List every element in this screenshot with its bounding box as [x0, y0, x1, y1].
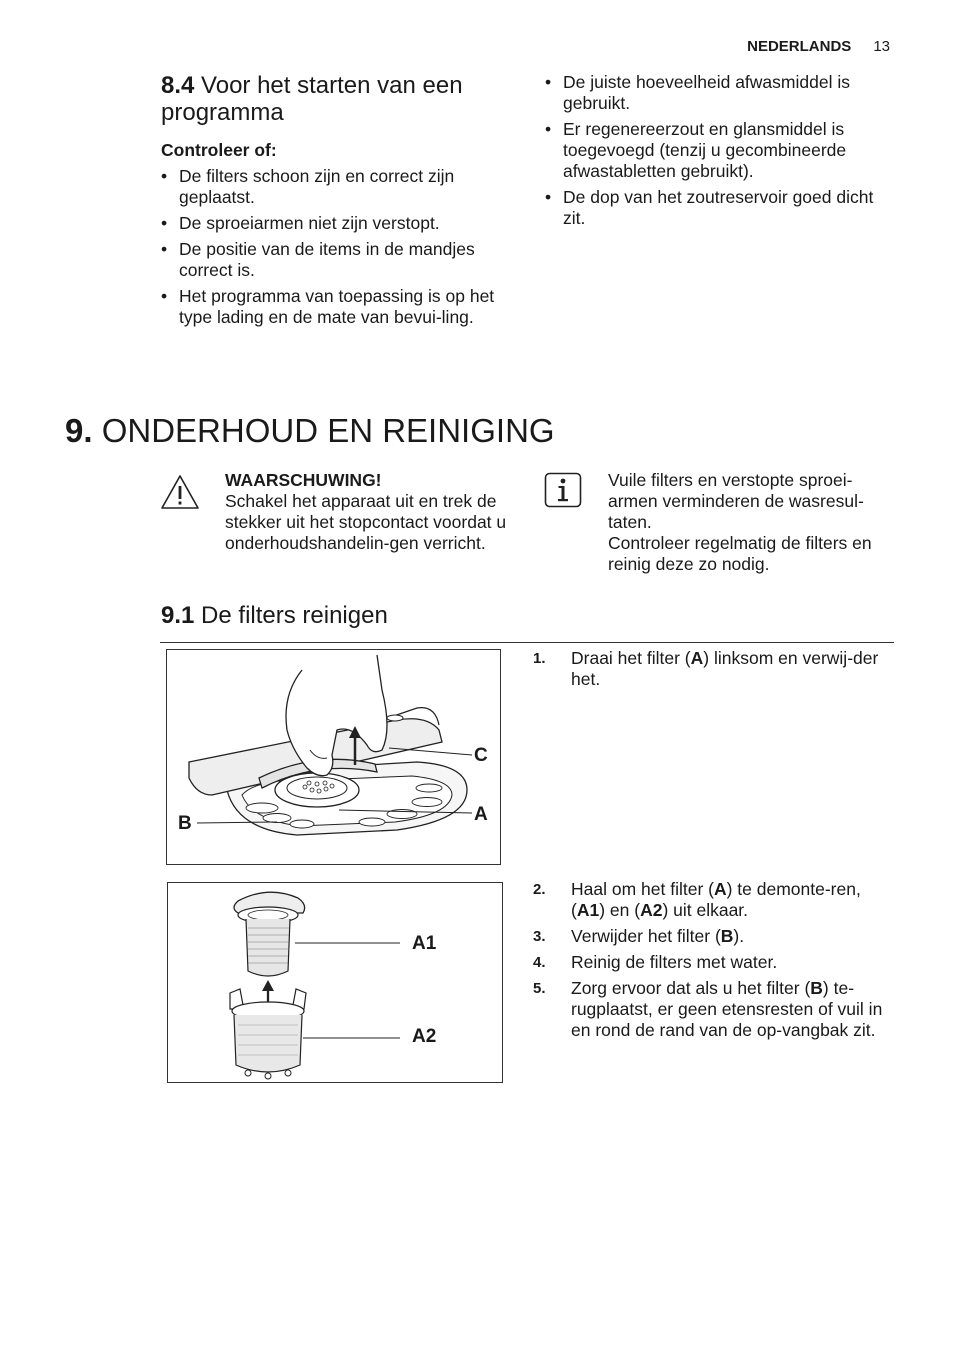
- chapter-title: ONDERHOUD EN REINIGING: [101, 412, 555, 449]
- checklist-left: [161, 166, 513, 333]
- list-item: • De sproeiarmen niet zijn verstopt.: [161, 213, 513, 234]
- step-item: 2. Haal om het filter (A) te demonte-ren, (A1) en (A2) uit elkaar.: [533, 879, 861, 920]
- step-item: 1. Draai het filter (A) linksom en verwij-der het.: [533, 648, 879, 689]
- check-label: Controleer of:: [161, 140, 277, 160]
- warning-title: WAARSCHUWING!: [225, 470, 382, 490]
- step-item: 3. Verwijder het filter (B).: [533, 926, 745, 946]
- figure-filter-removal: [166, 649, 501, 865]
- chapter-heading: [65, 412, 555, 450]
- info-box: [608, 470, 898, 575]
- section-title: Voor het starten van een programma: [161, 72, 463, 126]
- warning-triangle-icon: [160, 474, 200, 510]
- warning-text: Schakel het apparaat uit en trek de stekker uit het stopcontact voordat u onderhoudshandelin-gen verricht.: [225, 491, 507, 553]
- figure-filter-parts: [167, 882, 503, 1083]
- section-9-1-heading: [161, 602, 388, 629]
- info-icon: [544, 472, 582, 508]
- label-a: A: [474, 804, 488, 825]
- list-item: • De dop van het zoutreservoir goed dicht zit.: [545, 187, 893, 229]
- page-header: [600, 38, 890, 55]
- info-text-2: Controleer regelmatig de filters en reinig deze zo nodig.: [608, 533, 872, 574]
- list-item: • Het programma van toepassing is op het type lading en de mate van bevui-ling.: [161, 286, 513, 328]
- divider: [160, 642, 894, 643]
- list-item: • De filters schoon zijn en correct zijn geplaatst.: [161, 166, 513, 208]
- steps-list-1: [533, 648, 883, 695]
- label-a1: A1: [412, 933, 437, 954]
- list-item: • De juiste hoeveelheid afwasmiddel is gebruikt.: [545, 72, 893, 114]
- section-8-4-heading: [161, 72, 511, 126]
- section-number: 8.4: [161, 72, 195, 99]
- info-text-1: Vuile filters en verstopte sproei-armen verminderen de wasresul-taten.: [608, 470, 864, 532]
- label-b: B: [178, 813, 192, 834]
- step-item: 4. Reinig de filters met water.: [533, 952, 778, 972]
- filter-removal-illustration: [167, 650, 500, 864]
- warning-box: [225, 470, 515, 554]
- steps-list-2: [533, 879, 885, 1046]
- checklist-right: [545, 72, 893, 234]
- chapter-number: 9.: [65, 412, 93, 449]
- section-number: 9.1: [161, 602, 195, 629]
- header-language: NEDERLANDS: [747, 38, 852, 55]
- label-a2: A2: [412, 1026, 437, 1047]
- section-title: De filters reinigen: [201, 602, 388, 629]
- list-item: • Er regenereerzout en glansmiddel is toegevoegd (tenzij u gecombineerde afwastabletten gebruikt).: [545, 119, 893, 182]
- label-c: C: [474, 745, 488, 766]
- step-item: 5. Zorg ervoor dat als u het filter (B) te-rugplaatst, er geen etensresten of vuil in en rond de rand van de op-vangbak zit.: [533, 978, 883, 1040]
- filter-parts-illustration: [168, 883, 502, 1082]
- page-number: 13: [873, 38, 890, 55]
- list-item: • De positie van de items in de mandjes correct is.: [161, 239, 513, 281]
